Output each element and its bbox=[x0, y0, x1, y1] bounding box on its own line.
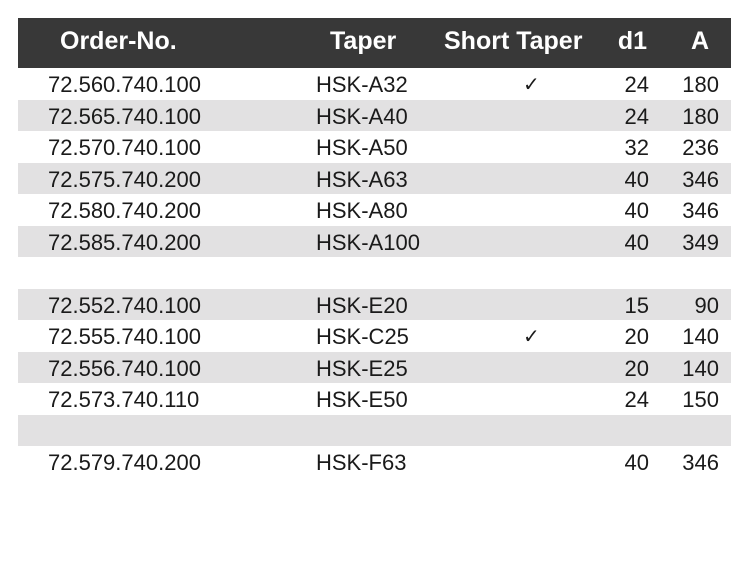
cell-taper: HSK-E20 bbox=[316, 292, 408, 318]
cell-taper: HSK-A100 bbox=[316, 229, 420, 255]
header-short-taper: Short Taper bbox=[444, 27, 583, 55]
header-order-no: Order-No. bbox=[60, 27, 177, 55]
cell-taper: HSK-A80 bbox=[316, 198, 408, 223]
table-row bbox=[18, 131, 731, 163]
table-row bbox=[18, 100, 731, 132]
table-row bbox=[18, 352, 731, 384]
cell-a: 150 bbox=[682, 387, 719, 412]
check-mark-icon: ✓ bbox=[523, 324, 540, 348]
cell-order-no: 72.560.740.100 bbox=[48, 72, 201, 97]
table-row bbox=[18, 415, 731, 447]
cell-order-no: 72.552.740.100 bbox=[48, 292, 201, 318]
cell-a: 140 bbox=[682, 355, 719, 381]
cell-d1: 40 bbox=[624, 166, 649, 192]
cell-d1: 24 bbox=[624, 103, 649, 129]
cell-order-no: 72.555.740.100 bbox=[48, 324, 201, 349]
cell-taper: HSK-E25 bbox=[316, 355, 408, 381]
cell-order-no: 72.575.740.200 bbox=[48, 166, 201, 192]
cell-taper: HSK-C25 bbox=[316, 324, 409, 349]
cell-order-no: 72.556.740.100 bbox=[48, 355, 201, 381]
table-header bbox=[18, 18, 731, 68]
cell-taper: HSK-E50 bbox=[316, 387, 408, 412]
cell-order-no: 72.580.740.200 bbox=[48, 198, 201, 223]
cell-a: 346 bbox=[682, 166, 719, 192]
cell-order-no: 72.570.740.100 bbox=[48, 135, 201, 160]
table-row bbox=[18, 320, 731, 352]
table-row bbox=[18, 257, 731, 289]
cell-d1: 32 bbox=[624, 135, 649, 160]
header-a: A bbox=[690, 27, 709, 55]
cell-d1: 15 bbox=[624, 292, 649, 318]
header-d1: d1 bbox=[617, 27, 647, 55]
table-row bbox=[18, 226, 731, 258]
cell-order-no: 72.585.740.200 bbox=[48, 229, 201, 255]
table-row bbox=[18, 163, 731, 195]
table-row bbox=[18, 289, 731, 321]
check-mark-icon: ✓ bbox=[523, 72, 540, 96]
cell-a: 90 bbox=[694, 292, 719, 318]
table-row bbox=[18, 446, 731, 478]
cell-d1: 40 bbox=[624, 450, 649, 475]
cell-d1: 24 bbox=[624, 387, 649, 412]
cell-a: 140 bbox=[682, 324, 719, 349]
cell-a: 349 bbox=[682, 229, 719, 255]
table-row bbox=[18, 68, 731, 100]
cell-d1: 40 bbox=[624, 229, 649, 255]
cell-a: 180 bbox=[682, 72, 719, 97]
cell-a: 346 bbox=[682, 198, 719, 223]
cell-d1: 20 bbox=[624, 324, 649, 349]
cell-d1: 40 bbox=[624, 198, 649, 223]
cell-taper: HSK-F63 bbox=[316, 450, 407, 475]
table-body bbox=[18, 68, 731, 478]
cell-order-no: 72.573.740.110 bbox=[48, 387, 200, 412]
table-row bbox=[18, 383, 731, 415]
cell-taper: HSK-A50 bbox=[316, 135, 408, 160]
cell-order-no: 72.565.740.100 bbox=[48, 103, 201, 129]
product-table bbox=[18, 18, 731, 478]
cell-taper: HSK-A40 bbox=[316, 103, 408, 129]
cell-taper: HSK-A32 bbox=[316, 72, 408, 97]
cell-a: 236 bbox=[682, 135, 719, 160]
cell-d1: 20 bbox=[624, 355, 649, 381]
header-taper: Taper bbox=[330, 27, 397, 55]
cell-a: 346 bbox=[682, 450, 719, 475]
table-row bbox=[18, 194, 731, 226]
cell-taper: HSK-A63 bbox=[316, 166, 408, 192]
cell-a: 180 bbox=[682, 103, 719, 129]
cell-d1: 24 bbox=[624, 72, 649, 97]
cell-order-no: 72.579.740.200 bbox=[48, 450, 201, 475]
